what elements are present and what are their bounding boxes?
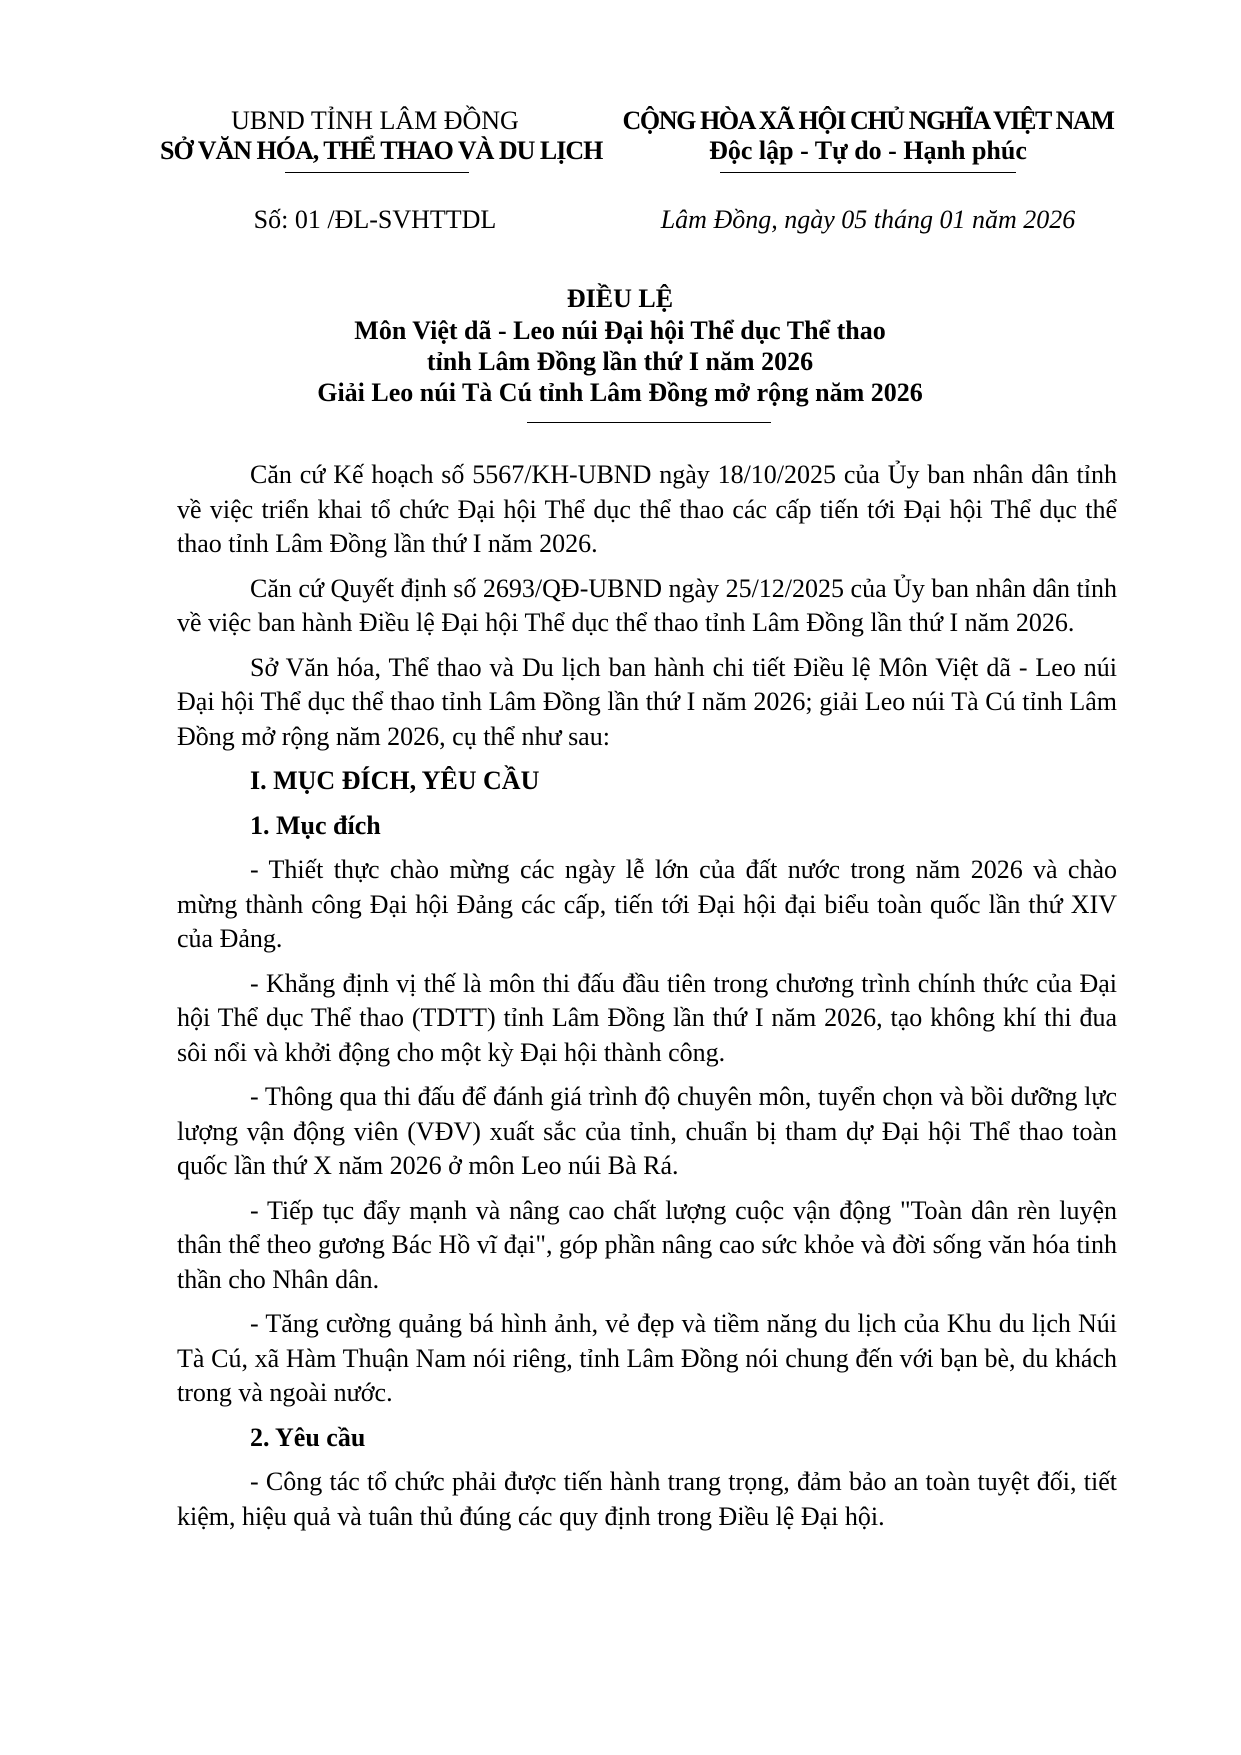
purpose-item: - Khẳng định vị thế là môn thi đấu đầu tiên trong chương trình chính thức của Đại hội Thể dục Thể thao (TDTT) tỉnh Lâm Đồng lần thứ I năm 2026, tạo không khí thi đua sôi nổi và khởi động cho một kỳ Đại hội thành công. (177, 968, 1117, 1067)
requirement-item: - Công tác tổ chức phải được tiến hành trang trọng, đảm bảo an toàn tuyệt đối, tiết kiệm, hiệu quả và tuân thủ đúng các quy định trong Điều lệ Đại hội. (177, 1467, 1117, 1531)
issuing-authority: UBND TỈNH LÂM ĐỒNG (231, 106, 519, 135)
title-line-1: Môn Việt dã - Leo núi Đại hội Thể dục Thể thao (354, 316, 886, 345)
national-motto: Độc lập - Tự do - Hạnh phúc (709, 136, 1027, 165)
title-line-3: Giải Leo núi Tà Cú tỉnh Lâm Đồng mở rộng năm 2026 (317, 378, 923, 407)
document-number: Số: 01 /ĐL-SVHTTDL (253, 205, 497, 234)
document-body (177, 458, 1117, 1544)
purpose-item: - Thông qua thi đấu để đánh giá trình độ chuyên môn, tuyển chọn và bồi dưỡng lực lượng vận động viên (VĐV) xuất sắc của tỉnh, chuẩn bị tham dự Đại hội Thể thao toàn quốc lần thứ X năm 2026 ở môn Leo núi Bà Rá. (177, 1082, 1117, 1180)
title-line-2: tỉnh Lâm Đồng lần thứ I năm 2026 (426, 347, 814, 376)
place-and-date: Lâm Đồng, ngày 05 tháng 01 năm 2026 (660, 205, 1076, 234)
intro-paragraph: Sở Văn hóa, Thể thao và Du lịch ban hành chi tiết Điều lệ Môn Việt dã - Leo núi Đại hội Thể dục thể thao tỉnh Lâm Đồng lần thứ I năm 2026; giải Leo núi Tà Cú tỉnh Lâm Đồng mở rộng năm 2026, cụ thể như sau: (177, 652, 1117, 751)
purpose-item: - Tăng cường quảng bá hình ảnh, vẻ đẹp và tiềm năng du lịch của Khu du lịch Núi Tà Cú, xã Hàm Thuận Nam nói riêng, tỉnh Lâm Đồng nói chung đến với bạn bè, du khách trong và ngoài nước. (177, 1309, 1117, 1407)
subsection-heading: 1. Mục đích (250, 810, 381, 840)
motto-underline (720, 172, 1016, 173)
national-title: CỘNG HÒA XÃ HỘI CHỦ NGHĨA VIỆT NAM (622, 106, 1114, 135)
document-title-block (180, 283, 1060, 408)
title-underline (527, 422, 771, 423)
purpose-item: - Thiết thực chào mừng các ngày lễ lớn của đất nước trong năm 2026 và chào mừng thành công Đại hội Đảng các cấp, tiến tới Đại hội đại biểu toàn quốc lần thứ XIV của Đảng. (177, 855, 1117, 953)
intro-paragraph: Căn cứ Quyết định số 2693/QĐ-UBND ngày 25/12/2025 của Ủy ban nhân dân tỉnh về việc ban hành Điều lệ Đại hội Thể dục thể thao tỉnh Lâm Đồng lần thứ I năm 2026. (177, 573, 1117, 637)
intro-paragraph: Căn cứ Kế hoạch số 5567/KH-UBND ngày 18/10/2025 của Ủy ban nhân dân tỉnh về việc triển khai tổ chức Đại hội Thể dục thể thao các cấp tiến tới Đại hội Thể dục thể thao tỉnh Lâm Đồng lần thứ I năm 2026. (177, 460, 1117, 558)
document-type-title: ĐIỀU LỆ (566, 284, 674, 313)
department-underline (285, 172, 469, 173)
subsection-heading: 2. Yêu cầu (250, 1422, 366, 1452)
section-heading: I. MỤC ĐÍCH, YÊU CẦU (250, 766, 540, 795)
purpose-item: - Tiếp tục đẩy mạnh và nâng cao chất lượng cuộc vận động "Toàn dân rèn luyện thân thể theo gương Bác Hồ vĩ đại", góp phần nâng cao sức khỏe và đời sống văn hóa tinh thần cho Nhân dân. (177, 1195, 1117, 1294)
issuing-department: SỞ VĂN HÓA, THỂ THAO VÀ DU LỊCH (160, 136, 603, 165)
